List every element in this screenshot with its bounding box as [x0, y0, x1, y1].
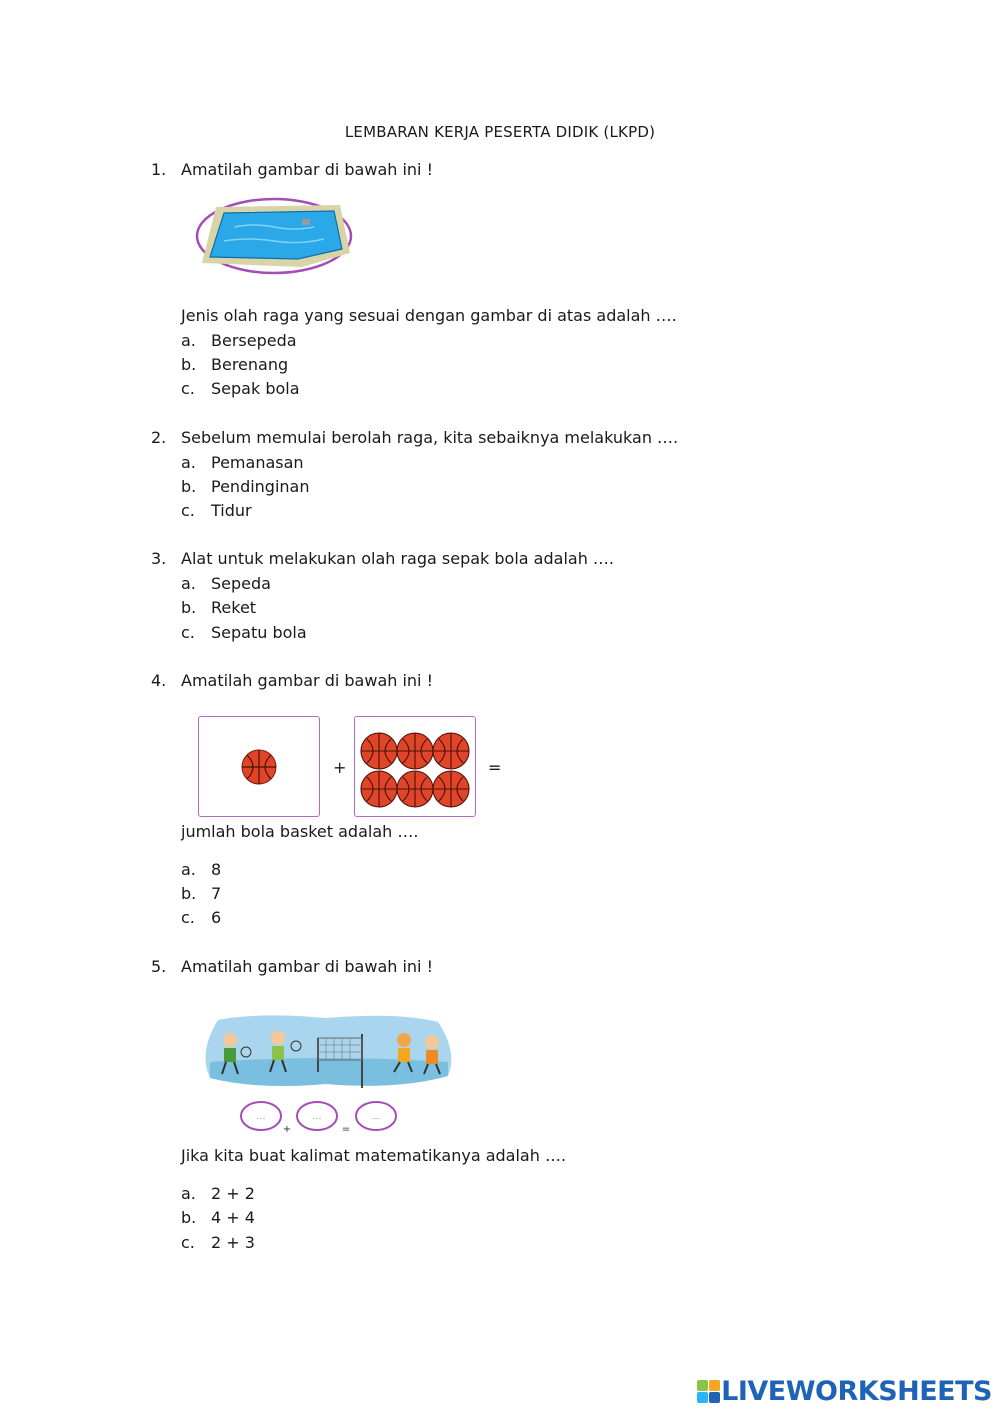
q4-option-a-label: a.	[181, 860, 196, 879]
question-5-intro: Amatilah gambar di bawah ini !	[181, 957, 433, 976]
q5-option-a-label: a.	[181, 1184, 196, 1203]
q1-option-c-label: c.	[181, 379, 195, 398]
q2-option-b[interactable]: Pendinginan	[211, 477, 310, 496]
q2-option-b-label: b.	[181, 477, 197, 496]
blank-3-text: …	[371, 1112, 381, 1122]
q5-option-b-label: b.	[181, 1208, 197, 1227]
plus-sign: +	[333, 758, 347, 777]
q4-option-b[interactable]: 7	[211, 884, 222, 903]
q1-option-a-label: a.	[181, 331, 196, 350]
question-1-prompt: Jenis olah raga yang sesuai dengan gambar di atas adalah ….	[181, 306, 677, 325]
q2-option-c[interactable]: Tidur	[211, 501, 252, 520]
basketballs-group-icon	[359, 731, 473, 809]
question-5-number: 5.	[151, 957, 167, 976]
single-ball-box	[198, 716, 320, 817]
q3-option-c[interactable]: Sepatu bola	[211, 623, 307, 642]
q3-option-a-label: a.	[181, 574, 196, 593]
q2-option-a[interactable]: Pemanasan	[211, 453, 304, 472]
q1-option-b[interactable]: Berenang	[211, 355, 289, 374]
liveworksheets-logo-icon	[697, 1380, 721, 1404]
basketball-icon	[241, 748, 277, 786]
q2-option-a-label: a.	[181, 453, 196, 472]
q4-option-c-label: c.	[181, 908, 195, 927]
question-2-prompt: Sebelum memulai berolah raga, kita sebaiknya melakukan ….	[181, 428, 679, 447]
q5-option-c-label: c.	[181, 1233, 195, 1252]
q5-option-c[interactable]: 2 + 3	[211, 1233, 255, 1252]
q3-option-a[interactable]: Sepeda	[211, 574, 271, 593]
blank-plus: +	[282, 1124, 292, 1134]
liveworksheets-logo[interactable]	[697, 1376, 992, 1407]
question-2-number: 2.	[151, 428, 167, 447]
six-balls-box	[354, 716, 476, 817]
question-1-intro: Amatilah gambar di bawah ini !	[181, 160, 433, 179]
question-3-prompt: Alat untuk melakukan olah raga sepak bola adalah ….	[181, 549, 615, 568]
q4-option-a[interactable]: 8	[211, 860, 222, 879]
math-sentence-blanks	[240, 1100, 400, 1134]
swimming-pool-image	[194, 197, 356, 277]
liveworksheets-logo-text: LIVEWORKSHEETS	[721, 1376, 992, 1407]
q1-option-b-label: b.	[181, 355, 197, 374]
question-4-prompt: jumlah bola basket adalah ….	[181, 822, 419, 841]
q3-option-b[interactable]: Reket	[211, 598, 257, 617]
q3-option-c-label: c.	[181, 623, 195, 642]
q2-option-c-label: c.	[181, 501, 195, 520]
badminton-players-image	[198, 1012, 456, 1090]
page-title: LEMBARAN KERJA PESERTA DIDIK (LKPD)	[344, 123, 656, 141]
blank-equals: =	[341, 1124, 351, 1134]
q1-option-a[interactable]: Bersepeda	[211, 331, 297, 350]
question-3-number: 3.	[151, 549, 167, 568]
q3-option-b-label: b.	[181, 598, 197, 617]
question-4-intro: Amatilah gambar di bawah ini !	[181, 671, 433, 690]
q5-option-b[interactable]: 4 + 4	[211, 1208, 255, 1227]
blank-2-text: …	[312, 1112, 322, 1122]
q1-option-c[interactable]: Sepak bola	[211, 379, 300, 398]
q5-option-a[interactable]: 2 + 2	[211, 1184, 255, 1203]
blank-1-text: …	[256, 1112, 266, 1122]
question-5-prompt: Jika kita buat kalimat matematikanya adalah ….	[181, 1146, 567, 1165]
question-4-number: 4.	[151, 671, 167, 690]
equals-sign: =	[488, 758, 502, 777]
q4-option-b-label: b.	[181, 884, 197, 903]
question-1-number: 1.	[151, 160, 167, 179]
q4-option-c[interactable]: 6	[211, 908, 222, 927]
